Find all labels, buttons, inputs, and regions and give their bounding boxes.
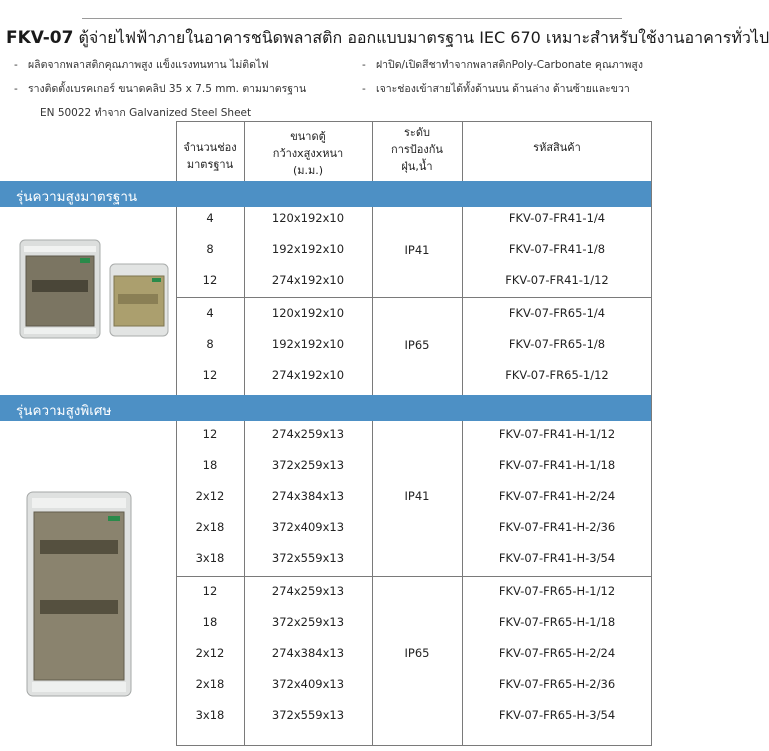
page-title xyxy=(6,26,769,51)
cell-product-code: FKV-07-FR41-1/12 xyxy=(505,273,609,287)
table-top-border xyxy=(176,121,652,122)
section-title-special: รุ่นความสูงพิเศษ xyxy=(16,403,112,419)
section-title-standard: รุ่นความสูงมาตรฐาน xyxy=(16,189,138,205)
group-divider xyxy=(176,576,652,577)
cell-channels: 18 xyxy=(202,615,218,629)
cell-channels: 2x18 xyxy=(195,520,225,534)
cell-channels: 2x18 xyxy=(195,677,225,691)
cell-channels: 2x12 xyxy=(195,489,225,503)
cell-size: 372x259x13 xyxy=(271,458,345,472)
cell-product-code: FKV-07-FR65-1/4 xyxy=(508,306,606,320)
cell-product-code: FKV-07-FR41-1/8 xyxy=(508,242,606,256)
cell-channels: 8 xyxy=(206,242,214,256)
header-protection: ระดับ การป้องกัน ฝุ่น,น้ำ xyxy=(391,126,443,173)
cell-product-code: FKV-07-FR65-1/12 xyxy=(505,368,609,382)
section-band-special xyxy=(0,395,651,421)
table-bottom-border xyxy=(176,745,652,746)
cell-size: 274x192x10 xyxy=(271,368,345,382)
feature-right-2: - เจาะช่องเข้าสายได้ทั้งด้านบน ด้านล่าง ด้านซ้ายและขวา xyxy=(362,83,630,95)
cell-product-code: FKV-07-FR65-H-1/12 xyxy=(498,584,616,598)
cell-ip-rating: IP65 xyxy=(404,338,430,352)
cell-ip-rating: IP41 xyxy=(404,243,430,257)
cell-size: 274x259x13 xyxy=(271,427,345,441)
cell-product-code: FKV-07-FR65-H-2/36 xyxy=(498,677,616,691)
cell-channels: 3x18 xyxy=(195,708,225,722)
cell-ip-rating: IP41 xyxy=(404,489,430,503)
cell-channels: 12 xyxy=(202,427,218,441)
enclosure-small xyxy=(110,264,168,336)
cell-size: 192x192x10 xyxy=(271,242,345,256)
cell-size: 372x559x13 xyxy=(271,708,345,722)
cell-channels: 4 xyxy=(206,306,214,320)
product-code: FKV-07 xyxy=(6,28,74,48)
cell-size: 372x559x13 xyxy=(271,551,345,565)
special-enclosure-image xyxy=(24,490,134,698)
cell-product-code: FKV-07-FR41-1/4 xyxy=(508,211,606,225)
cell-product-code: FKV-07-FR41-H-1/12 xyxy=(498,427,616,441)
cell-product-code: FKV-07-FR41-H-1/18 xyxy=(498,458,616,472)
cell-size: 120x192x10 xyxy=(271,306,345,320)
enclosure-large xyxy=(20,240,100,338)
cell-size: 274x192x10 xyxy=(271,273,345,287)
feature-right-1: - ฝาปิด/เปิดสีชาทำจากพลาสติกPoly-Carbonate คุณภาพสูง xyxy=(362,59,643,71)
cell-size: 372x409x13 xyxy=(271,677,345,691)
header-product-code: รหัสสินค้า xyxy=(533,141,581,154)
feature-left-1: - ผลิตจากพลาสติกคุณภาพสูง แข็งแรงทนทาน ไม่ติดไฟ xyxy=(14,59,269,71)
cell-channels: 2x12 xyxy=(195,646,225,660)
cell-channels: 12 xyxy=(202,584,218,598)
cell-channels: 4 xyxy=(206,211,214,225)
cell-size: 274x384x13 xyxy=(271,646,345,660)
cell-size: 120x192x10 xyxy=(271,211,345,225)
cell-channels: 8 xyxy=(206,337,214,351)
cell-size: 274x259x13 xyxy=(271,584,345,598)
cell-size: 372x259x13 xyxy=(271,615,345,629)
cell-product-code: FKV-07-FR41-H-3/54 xyxy=(498,551,616,565)
top-rule xyxy=(82,18,622,19)
header-channels: จำนวนช่อง มาตรฐาน xyxy=(183,141,237,171)
header-size: ขนาดตู้ กว้างxสูงxหนา (ม.ม.) xyxy=(272,130,344,177)
feature-left-2-cont: EN 50022 ทำจาก Galvanized Steel Sheet xyxy=(40,107,252,119)
cell-size: 192x192x10 xyxy=(271,337,345,351)
cell-channels: 3x18 xyxy=(195,551,225,565)
cell-product-code: FKV-07-FR65-H-2/24 xyxy=(498,646,616,660)
group-divider xyxy=(176,297,652,298)
product-description: ตู้จ่ายไฟฟ้าภายในอาคารชนิดพลาสติก ออกแบบมาตรฐาน IEC 670 เหมาะสำหรับใช้งานอาคารทั่วไป xyxy=(78,28,769,47)
cell-product-code: FKV-07-FR65-1/8 xyxy=(508,337,606,351)
cell-channels: 12 xyxy=(202,368,218,382)
cell-ip-rating: IP65 xyxy=(404,646,430,660)
cell-size: 372x409x13 xyxy=(271,520,345,534)
cell-channels: 12 xyxy=(202,273,218,287)
cell-channels: 18 xyxy=(202,458,218,472)
standard-enclosure-image xyxy=(18,236,173,346)
section-band-standard xyxy=(0,181,651,207)
cell-size: 274x384x13 xyxy=(271,489,345,503)
feature-left-2: - รางติดตั้งเบรคเกอร์ ขนาดคลิป 35 x 7.5 mm. ตามมาตรฐาน xyxy=(14,83,307,95)
cell-product-code: FKV-07-FR65-H-1/18 xyxy=(498,615,616,629)
cell-product-code: FKV-07-FR41-H-2/24 xyxy=(498,489,616,503)
cell-product-code: FKV-07-FR41-H-2/36 xyxy=(498,520,616,534)
cell-product-code: FKV-07-FR65-H-3/54 xyxy=(498,708,616,722)
